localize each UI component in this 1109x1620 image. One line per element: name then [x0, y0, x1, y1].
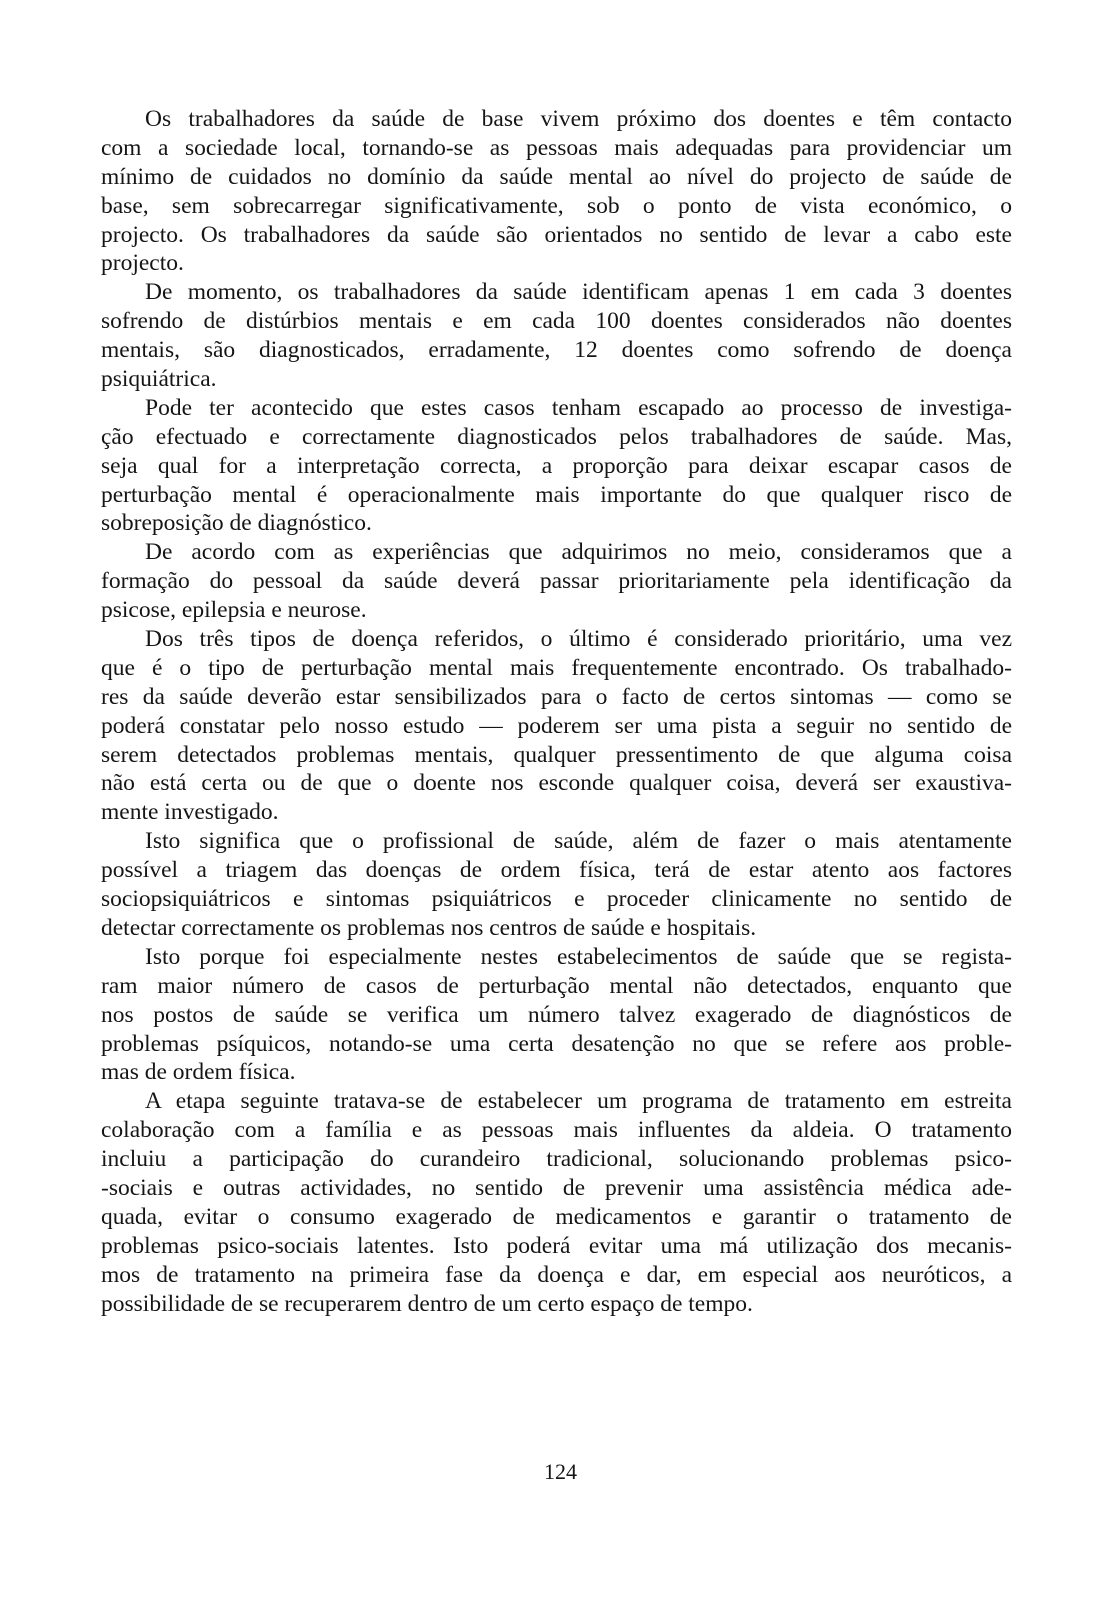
text-line: ram maior número de casos de perturbação mental não detectados, enquanto que	[101, 972, 1012, 999]
text-line: sobreposição de diagnóstico.	[101, 510, 372, 537]
text-line: psiquiátrica.	[101, 366, 217, 393]
text-line: A etapa seguinte tratava-se de estabelecer um programa de tratamento em estreita	[145, 1088, 1012, 1115]
text-line: seja qual for a interpretação correcta, a proporção para deixar escapar casos de	[101, 452, 1012, 479]
paragraph	[101, 105, 1012, 278]
text-line: problemas psico-sociais latentes. Isto poderá evitar uma má utilização dos mecanis-	[101, 1232, 1012, 1259]
text-line: base, sem sobrecarregar significativamente, sob o ponto de vista económico, o	[101, 192, 1012, 219]
text-line: problemas psíquicos, notando-se uma certa desatenção no que se refere aos proble-	[101, 1030, 1012, 1057]
text-line: res da saúde deverão estar sensibilizados para o facto de certos sintomas — como se	[101, 683, 1012, 710]
text-line: De acordo com as experiências que adquirimos no meio, consideramos que a	[145, 539, 1012, 566]
text-line: sofrendo de distúrbios mentais e em cada 100 doentes considerados não doentes	[101, 308, 1012, 335]
paragraph	[101, 943, 1012, 1087]
text-line: Pode ter acontecido que estes casos tenham escapado ao processo de investiga-	[145, 394, 1012, 421]
text-line: mentais, são diagnosticados, erradamente, 12 doentes como sofrendo de doença	[101, 337, 1012, 364]
text-line: formação do pessoal da saúde deverá passar prioritariamente pela identificação da	[101, 568, 1012, 595]
text-line: possível a triagem das doenças de ordem física, terá de estar atento aos factores	[101, 857, 1012, 884]
text-line: incluiu a participação do curandeiro tradicional, solucionando problemas psico-	[101, 1146, 1012, 1173]
page-number: 124	[544, 1459, 577, 1484]
body-text	[101, 105, 1012, 1318]
text-line: Isto significa que o profissional de saúde, além de fazer o mais atentamente	[145, 828, 1012, 855]
text-line: mente investigado.	[101, 799, 279, 826]
text-line: poderá constatar pelo nosso estudo — poderem ser uma pista a seguir no sentido de	[101, 712, 1012, 739]
text-line: De momento, os trabalhadores da saúde identificam apenas 1 em cada 3 doentes	[145, 279, 1012, 306]
text-line: que é o tipo de perturbação mental mais frequentemente encontrado. Os trabalhado-	[101, 654, 1012, 681]
text-line: projecto. Os trabalhadores da saúde são orientados no sentido de levar a cabo este	[101, 221, 1012, 248]
paragraph	[101, 827, 1012, 943]
text-line: psicose, epilepsia e neurose.	[101, 597, 367, 624]
text-line: não está certa ou de que o doente nos esconde qualquer coisa, deverá ser exaustiva-	[101, 770, 1012, 797]
text-line: ção efectuado e correctamente diagnosticados pelos trabalhadores de saúde. Mas,	[101, 423, 1012, 450]
text-line: detectar correctamente os problemas nos centros de saúde e hospitais.	[101, 914, 757, 941]
text-line: quada, evitar o consumo exagerado de medicamentos e garantir o tratamento de	[101, 1203, 1012, 1230]
paragraph	[101, 625, 1012, 827]
paragraph	[101, 1087, 1012, 1318]
text-line: nos postos de saúde se verifica um número talvez exagerado de diagnósticos de	[101, 1001, 1012, 1028]
text-line: Os trabalhadores da saúde de base vivem próximo dos doentes e têm contacto	[145, 106, 1012, 132]
text-line: perturbação mental é operacionalmente mais importante do que qualquer risco de	[101, 481, 1012, 508]
text-line: mínimo de cuidados no domínio da saúde mental ao nível do projecto de saúde de	[101, 163, 1012, 190]
paragraph	[101, 278, 1012, 394]
text-line: colaboração com a família e as pessoas mais influentes da aldeia. O tratamento	[101, 1117, 1012, 1144]
paragraph	[101, 394, 1012, 538]
text-line: mos de tratamento na primeira fase da doença e dar, em especial aos neuróticos, a	[101, 1261, 1012, 1288]
text-line: mas de ordem física.	[101, 1059, 296, 1086]
text-line: serem detectados problemas mentais, qualquer pressentimento de que alguma coisa	[101, 741, 1012, 768]
text-line: Isto porque foi especialmente nestes estabelecimentos de saúde que se regista-	[145, 943, 1012, 970]
paragraph	[101, 538, 1012, 625]
text-line: -sociais e outras actividades, no sentido de prevenir uma assistência médica ade-	[101, 1174, 1012, 1201]
text-line: Dos três tipos de doença referidos, o último é considerado prioritário, uma vez	[145, 626, 1012, 653]
text-line: projecto.	[101, 250, 184, 277]
text-line: com a sociedade local, tornando-se as pessoas mais adequadas para providenciar um	[101, 134, 1012, 161]
text-line: possibilidade de se recuperarem dentro de um certo espaço de tempo.	[101, 1290, 753, 1317]
text-line: sociopsiquiátricos e sintomas psiquiátricos e proceder clinicamente no sentido de	[101, 886, 1012, 913]
